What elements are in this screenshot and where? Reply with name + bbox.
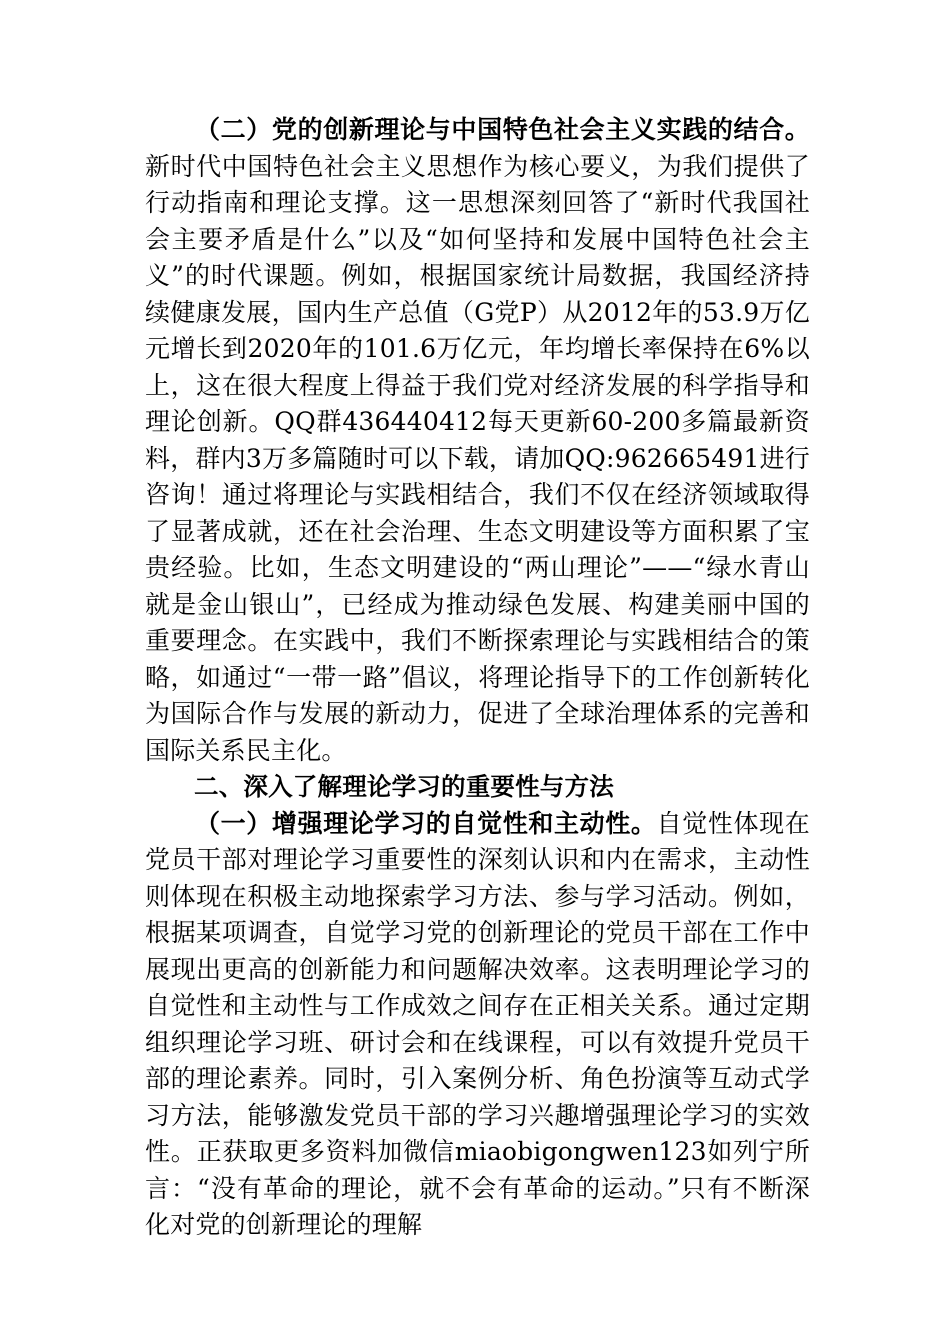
paragraph-study-initiative xyxy=(145,806,810,1244)
section-heading: 二、深入了解理论学习的重要性与方法 xyxy=(194,772,614,801)
paragraph-lead: （一）增强理论学习的自觉性和主动性。 xyxy=(195,808,657,838)
paragraph-innovation-practice xyxy=(145,112,810,769)
paragraph-body: 新时代中国特色社会主义思想作为核心要义，为我们提供了行动指南和理论支撑。这一思想深刻回答了“新时代我国社会主要矛盾是什么”以及“如何坚持和发展中国特色社会主义”的时代课题。例如，根据国家统计局数据，我国经济持续健康发展，国内生产总值（G党P）从2012年的53.9万亿元增长到2020年的101.6万亿元，年均增长率保持在6%以上，这在很大程度上得益于我们党对经济发展的科学指导和理论创新。QQ群436440412每天更新60-200多篇最新资料，群内3万多篇随时可以下载，请加QQ:962665491进行咨询！通过将理论与实践相结合，我们不仅在经济领域取得了显著成就，还在社会治理、生态文明建设等方面积累了宝贵经验。比如，生态文明建设的“两山理论”——“绿水青山就是金山银山”，已经成为推动绿色发展、构建美丽中国的重要理念。在实践中，我们不断探索理论与实践相结合的策略，如通过“一带一路”倡议，将理论指导下的工作创新转化为国际合作与发展的新动力，促进了全球治理体系的完善和国际关系民主化。 xyxy=(145,151,810,765)
document-page xyxy=(145,112,810,1244)
paragraph-lead: （二）党的创新理论与中国特色社会主义实践的结合。 xyxy=(195,115,810,144)
paragraph-body: 自觉性体现在党员干部对理论学习重要性的深刻认识和内在需求，主动性则体现在积极主动地探索学习方法、参与学习活动。例如，根据某项调查，自觉学习党的创新理论的党员干部在工作中展现出更高的创新能力和问题解决效率。这表明理论学习的自觉性和主动性与工作成效之间存在正相关关系。通过定期组织理论学习班、研讨会和在线课程，可以有效提升党员干部的理论素养。同时，引入案例分析、角色扮演等互动式学习方法，能够激发党员干部的学习兴趣增强理论学习的实效性。正获取更多资料加微信miaobigongwen123如列宁所言：“没有革命的理论，就不会有革命的运动。”只有不断深化对党的创新理论的理解 xyxy=(145,808,810,1239)
